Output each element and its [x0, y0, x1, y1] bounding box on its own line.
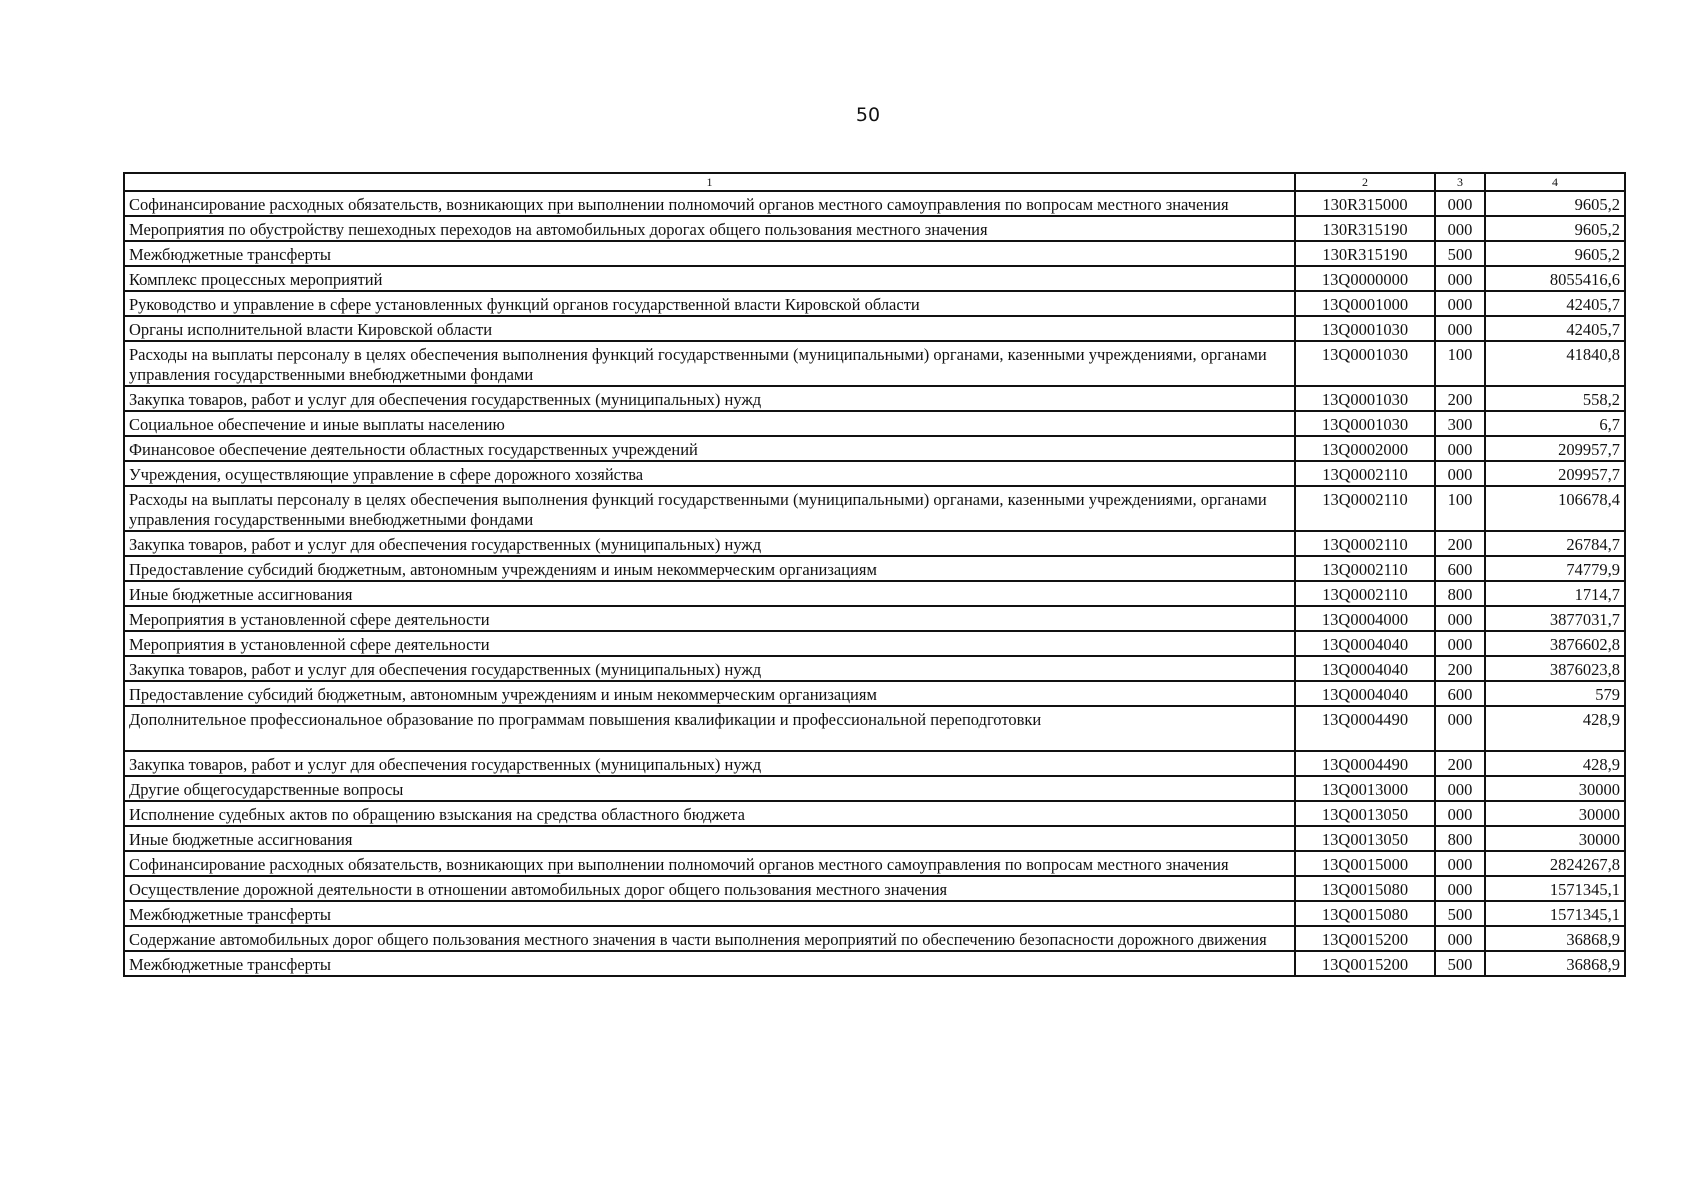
row-code-cell: 13Q0015000 [1295, 851, 1435, 876]
row-name-cell: Другие общегосударственные вопросы [124, 776, 1295, 801]
row-name-cell: Мероприятия по обустройству пешеходных переходов на автомобильных дорогах общего пользования местного значения [124, 216, 1295, 241]
table-row [124, 681, 1625, 706]
header-col-4: 4 [1485, 173, 1625, 191]
row-type-cell: 000 [1435, 926, 1485, 951]
row-type-cell: 000 [1435, 191, 1485, 216]
row-code-cell: 13Q0002110 [1295, 581, 1435, 606]
row-code-cell: 13Q0001030 [1295, 341, 1435, 386]
row-name-cell: Органы исполнительной власти Кировской области [124, 316, 1295, 341]
row-name-cell: Закупка товаров, работ и услуг для обеспечения государственных (муниципальных) нужд [124, 531, 1295, 556]
table-row [124, 341, 1625, 386]
row-code-cell: 13Q0013050 [1295, 826, 1435, 851]
table-row [124, 606, 1625, 631]
row-code-cell: 13Q0015200 [1295, 926, 1435, 951]
budget-table [123, 172, 1626, 977]
row-name-cell: Расходы на выплаты персоналу в целях обеспечения выполнения функций государственными (муниципальными) органами, казенными учреждениями, органами управления государственными внебюджетными фондами [124, 341, 1295, 386]
row-code-cell: 13Q0013000 [1295, 776, 1435, 801]
row-name-cell: Социальное обеспечение и иные выплаты населению [124, 411, 1295, 436]
row-sum-cell: 36868,9 [1485, 926, 1625, 951]
row-sum-cell: 3876023,8 [1485, 656, 1625, 681]
table-row [124, 316, 1625, 341]
table-row [124, 266, 1625, 291]
row-type-cell: 000 [1435, 606, 1485, 631]
row-type-cell: 000 [1435, 631, 1485, 656]
row-sum-cell: 209957,7 [1485, 461, 1625, 486]
row-type-cell: 000 [1435, 706, 1485, 751]
row-type-cell: 100 [1435, 486, 1485, 531]
row-code-cell: 130R315190 [1295, 241, 1435, 266]
row-code-cell: 13Q0015200 [1295, 951, 1435, 976]
row-code-cell: 130R315000 [1295, 191, 1435, 216]
row-code-cell: 13Q0004040 [1295, 656, 1435, 681]
row-name-cell: Закупка товаров, работ и услуг для обеспечения государственных (муниципальных) нужд [124, 656, 1295, 681]
row-type-cell: 000 [1435, 316, 1485, 341]
row-code-cell: 13Q0015080 [1295, 876, 1435, 901]
table-row [124, 486, 1625, 531]
row-name-cell: Осуществление дорожной деятельности в отношении автомобильных дорог общего пользования местного значения [124, 876, 1295, 901]
row-type-cell: 000 [1435, 461, 1485, 486]
row-type-cell: 000 [1435, 436, 1485, 461]
row-sum-cell: 3877031,7 [1485, 606, 1625, 631]
table-row [124, 851, 1625, 876]
row-sum-cell: 30000 [1485, 801, 1625, 826]
row-name-cell: Исполнение судебных актов по обращению взыскания на средства областного бюджета [124, 801, 1295, 826]
row-code-cell: 13Q0015080 [1295, 901, 1435, 926]
row-sum-cell: 558,2 [1485, 386, 1625, 411]
row-type-cell: 000 [1435, 801, 1485, 826]
row-code-cell: 13Q0004490 [1295, 706, 1435, 751]
row-code-cell: 13Q0002110 [1295, 486, 1435, 531]
row-name-cell: Предоставление субсидий бюджетным, автономным учреждениям и иным некоммерческим организациям [124, 681, 1295, 706]
row-name-cell: Мероприятия в установленной сфере деятельности [124, 631, 1295, 656]
row-sum-cell: 30000 [1485, 776, 1625, 801]
row-sum-cell: 36868,9 [1485, 951, 1625, 976]
table-row [124, 926, 1625, 951]
row-sum-cell: 6,7 [1485, 411, 1625, 436]
row-code-cell: 13Q0004000 [1295, 606, 1435, 631]
row-name-cell: Комплекс процессных мероприятий [124, 266, 1295, 291]
table-row [124, 461, 1625, 486]
table-row [124, 876, 1625, 901]
row-sum-cell: 579 [1485, 681, 1625, 706]
row-name-cell: Содержание автомобильных дорог общего пользования местного значения в части выполнения мероприятий по обеспечению безопасности дорожного движения [124, 926, 1295, 951]
row-name-cell: Учреждения, осуществляющие управление в сфере дорожного хозяйства [124, 461, 1295, 486]
row-type-cell: 000 [1435, 266, 1485, 291]
table-row [124, 411, 1625, 436]
row-code-cell: 13Q0002000 [1295, 436, 1435, 461]
row-name-cell: Дополнительное профессиональное образование по программам повышения квалификации и профессиональной переподготовки [124, 706, 1295, 751]
header-col-1: 1 [124, 173, 1295, 191]
row-code-cell: 13Q0002110 [1295, 461, 1435, 486]
table-row [124, 386, 1625, 411]
row-code-cell: 13Q0001030 [1295, 316, 1435, 341]
row-sum-cell: 1714,7 [1485, 581, 1625, 606]
row-sum-cell: 2824267,8 [1485, 851, 1625, 876]
row-code-cell: 13Q0001030 [1295, 386, 1435, 411]
row-type-cell: 200 [1435, 751, 1485, 776]
row-type-cell: 200 [1435, 531, 1485, 556]
row-name-cell: Иные бюджетные ассигнования [124, 581, 1295, 606]
row-sum-cell: 42405,7 [1485, 316, 1625, 341]
table-row [124, 801, 1625, 826]
row-name-cell: Предоставление субсидий бюджетным, автономным учреждениям и иным некоммерческим организациям [124, 556, 1295, 581]
table-row [124, 241, 1625, 266]
row-name-cell: Закупка товаров, работ и услуг для обеспечения государственных (муниципальных) нужд [124, 751, 1295, 776]
table-row [124, 191, 1625, 216]
header-col-3: 3 [1435, 173, 1485, 191]
row-type-cell: 600 [1435, 681, 1485, 706]
row-type-cell: 000 [1435, 216, 1485, 241]
row-sum-cell: 428,9 [1485, 751, 1625, 776]
table-row [124, 556, 1625, 581]
row-sum-cell: 209957,7 [1485, 436, 1625, 461]
row-type-cell: 500 [1435, 901, 1485, 926]
row-code-cell: 13Q0000000 [1295, 266, 1435, 291]
row-type-cell: 600 [1435, 556, 1485, 581]
table-row [124, 751, 1625, 776]
table-row [124, 531, 1625, 556]
row-type-cell: 200 [1435, 656, 1485, 681]
row-name-cell: Софинансирование расходных обязательств, возникающих при выполнении полномочий органов местного самоуправления по вопросам местного значения [124, 851, 1295, 876]
row-sum-cell: 74779,9 [1485, 556, 1625, 581]
row-name-cell: Межбюджетные трансферты [124, 241, 1295, 266]
row-sum-cell: 3876602,8 [1485, 631, 1625, 656]
row-sum-cell: 9605,2 [1485, 191, 1625, 216]
row-code-cell: 13Q0001030 [1295, 411, 1435, 436]
table-row [124, 706, 1625, 751]
row-type-cell: 800 [1435, 826, 1485, 851]
row-name-cell: Закупка товаров, работ и услуг для обеспечения государственных (муниципальных) нужд [124, 386, 1295, 411]
table-row [124, 656, 1625, 681]
table-row [124, 826, 1625, 851]
row-sum-cell: 106678,4 [1485, 486, 1625, 531]
row-name-cell: Финансовое обеспечение деятельности областных государственных учреждений [124, 436, 1295, 461]
page-number: 50 [855, 104, 881, 126]
row-sum-cell: 41840,8 [1485, 341, 1625, 386]
row-type-cell: 300 [1435, 411, 1485, 436]
row-type-cell: 000 [1435, 291, 1485, 316]
row-name-cell: Межбюджетные трансферты [124, 951, 1295, 976]
row-code-cell: 13Q0001000 [1295, 291, 1435, 316]
table-row [124, 436, 1625, 461]
row-sum-cell: 26784,7 [1485, 531, 1625, 556]
row-sum-cell: 1571345,1 [1485, 901, 1625, 926]
row-sum-cell: 9605,2 [1485, 216, 1625, 241]
table-body [124, 191, 1625, 976]
row-sum-cell: 9605,2 [1485, 241, 1625, 266]
row-code-cell: 13Q0002110 [1295, 531, 1435, 556]
row-sum-cell: 30000 [1485, 826, 1625, 851]
table-row [124, 631, 1625, 656]
table-row [124, 901, 1625, 926]
row-type-cell: 100 [1435, 341, 1485, 386]
row-code-cell: 13Q0004040 [1295, 681, 1435, 706]
table-row [124, 951, 1625, 976]
row-type-cell: 200 [1435, 386, 1485, 411]
row-sum-cell: 428,9 [1485, 706, 1625, 751]
row-type-cell: 500 [1435, 951, 1485, 976]
row-name-cell: Руководство и управление в сфере установленных функций органов государственной власти Кировской области [124, 291, 1295, 316]
row-code-cell: 13Q0004490 [1295, 751, 1435, 776]
table-row [124, 216, 1625, 241]
row-sum-cell: 1571345,1 [1485, 876, 1625, 901]
row-name-cell: Мероприятия в установленной сфере деятельности [124, 606, 1295, 631]
row-code-cell: 13Q0013050 [1295, 801, 1435, 826]
table-row [124, 291, 1625, 316]
row-name-cell: Межбюджетные трансферты [124, 901, 1295, 926]
table-row [124, 776, 1625, 801]
row-name-cell: Расходы на выплаты персоналу в целях обеспечения выполнения функций государственными (муниципальными) органами, казенными учреждениями, органами управления государственными внебюджетными фондами [124, 486, 1295, 531]
table-header-row [124, 173, 1625, 191]
row-type-cell: 000 [1435, 876, 1485, 901]
table-row [124, 581, 1625, 606]
row-name-cell: Иные бюджетные ассигнования [124, 826, 1295, 851]
row-type-cell: 000 [1435, 776, 1485, 801]
row-sum-cell: 8055416,6 [1485, 266, 1625, 291]
row-type-cell: 800 [1435, 581, 1485, 606]
row-code-cell: 13Q0004040 [1295, 631, 1435, 656]
row-sum-cell: 42405,7 [1485, 291, 1625, 316]
row-code-cell: 13Q0002110 [1295, 556, 1435, 581]
row-code-cell: 130R315190 [1295, 216, 1435, 241]
row-name-cell: Софинансирование расходных обязательств, возникающих при выполнении полномочий органов местного самоуправления по вопросам местного значения [124, 191, 1295, 216]
row-type-cell: 500 [1435, 241, 1485, 266]
row-type-cell: 000 [1435, 851, 1485, 876]
header-col-2: 2 [1295, 173, 1435, 191]
